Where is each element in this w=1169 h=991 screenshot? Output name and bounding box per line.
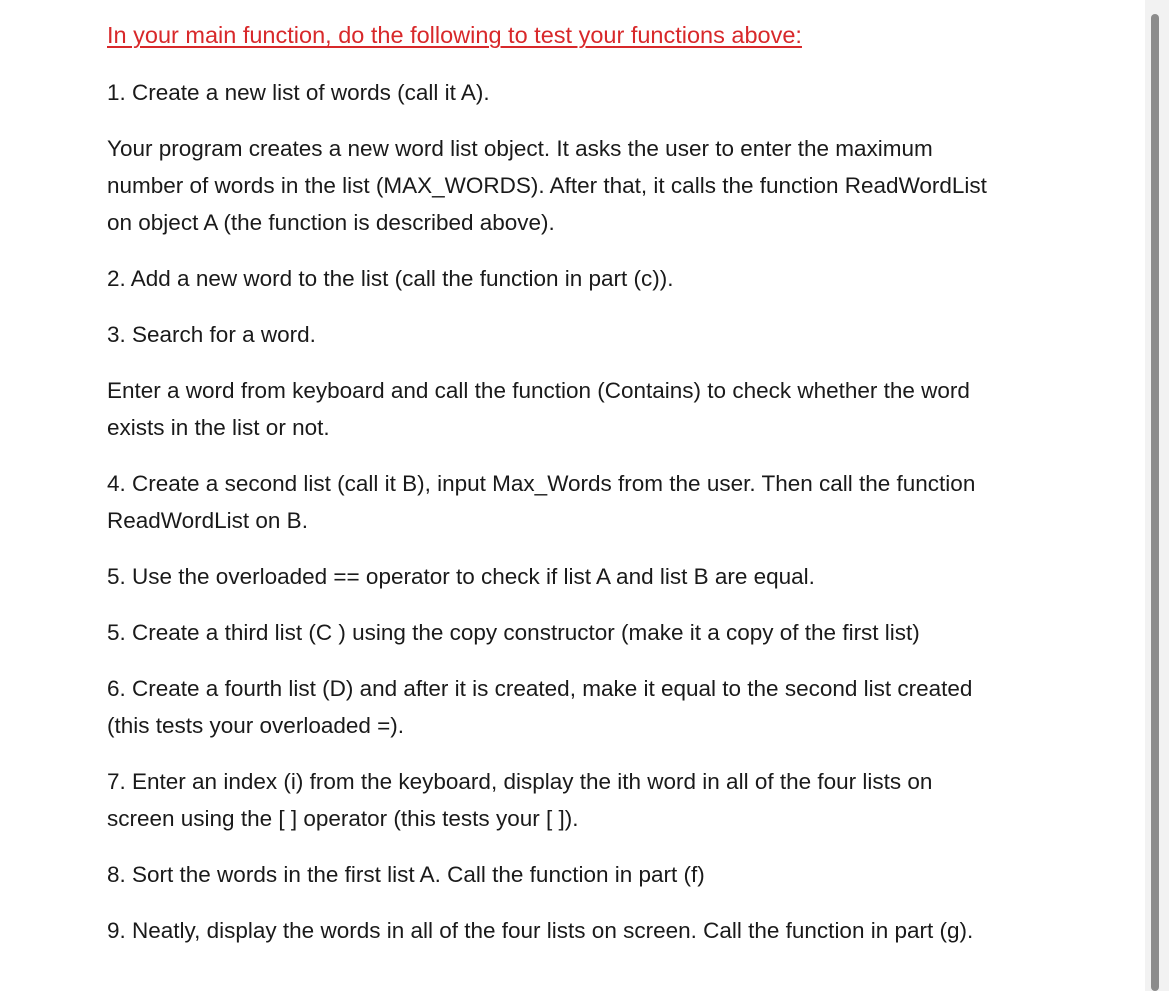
text-line: Your program creates a new word list object. It asks the user to enter the maximum (107, 136, 933, 161)
text-line: 9. Neatly, display the words in all of the four lists on screen. Call the function in part (g). (107, 918, 974, 943)
text-line: 3. Search for a word. (107, 322, 316, 347)
text-line: 2. Add a new word to the list (call the function in part (c)). (107, 266, 674, 291)
paragraph-step-7 (107, 763, 932, 837)
text-line: (this tests your overloaded =). (107, 713, 405, 738)
paragraph-step-1-description (107, 130, 987, 241)
text-line: 4. Create a second list (call it B), input Max_Words from the user. Then call the function (107, 471, 976, 496)
text-line: screen using the [ ] operator (this tests your [ ]). (107, 806, 579, 831)
paragraph-step-9 (107, 912, 973, 949)
paragraph-step-6 (107, 670, 972, 744)
text-line: on object A (the function is described above). (107, 210, 555, 235)
paragraph-step-3-description (107, 372, 970, 446)
text-line: 7. Enter an index (i) from the keyboard, display the ith word in all of the four lists on (107, 769, 933, 794)
text-line: 1. Create a new list of words (call it A). (107, 80, 490, 105)
text-line: 6. Create a fourth list (D) and after it is created, make it equal to the second list created (107, 676, 973, 701)
text-line: Enter a word from keyboard and call the function (Contains) to check whether the word (107, 378, 970, 403)
text-line: ReadWordList on B. (107, 508, 308, 533)
text-line: 5. Use the overloaded == operator to check if list A and list B are equal. (107, 564, 815, 589)
scrollbar-thumb[interactable] (1151, 14, 1159, 991)
text-line: 5. Create a third list (C ) using the copy constructor (make it a copy of the first list) (107, 620, 920, 645)
paragraph-step-4 (107, 465, 975, 539)
section-heading: In your main function, do the following to test your functions above: (107, 22, 802, 48)
paragraph-step-2 (107, 260, 674, 297)
text-line: number of words in the list (MAX_WORDS). After that, it calls the function ReadWordList (107, 173, 987, 198)
paragraph-step-1 (107, 74, 490, 111)
text-line: exists in the list or not. (107, 415, 330, 440)
text-line: 8. Sort the words in the first list A. Call the function in part (f) (107, 862, 705, 887)
paragraph-step-5a (107, 558, 815, 595)
paragraph-step-3 (107, 316, 316, 353)
paragraph-step-5b (107, 614, 920, 651)
paragraph-step-8 (107, 856, 705, 893)
